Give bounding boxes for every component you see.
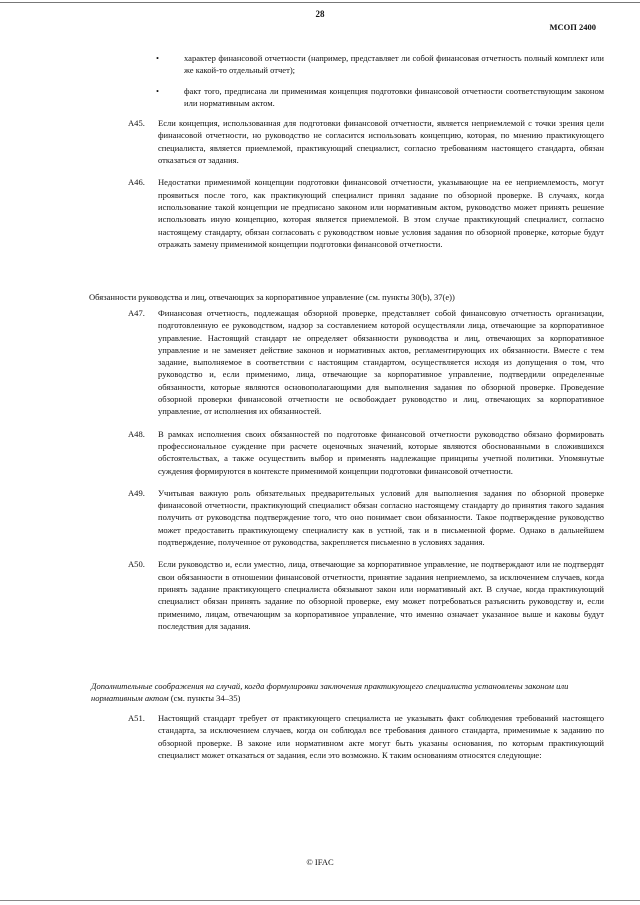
paragraph-text: Финансовая отчетность, подлежащая обзорной проверке, представляет собой финансовую отчетность организации, подготовленную ее руководством, надзор за составлением которой осуществляли лица, отвечающие за корпоративное управление. Настоящий стандарт не определяет обязанности руководства и лиц, отвечающих за корпоративное управление и не заменяет действие законов и нормативных актов, регламентирующих их обязанности. Вместе с тем задание, выполняемое в соответствии с настоящим стандартом, осуществляется исходя из допущения о том, что руководство и, если применимо, лица, отвечающие за корпоративное управление, подтвердили определенные обязанности, которые являются основополагающими для выполнения задания по обзорной проверке. Проведение обзорной проверки финансовой отчетности не освобождает руководство и лиц, отвечающих за корпоративное управление, от исполнения их обязанностей. [158,308,604,417]
page-body [120,52,604,260]
paragraph-a49 [120,487,604,548]
paragraph-text: Если руководство и, если уместно, лица, отвечающие за корпоративное управление, не подтверждают или не подтвердят свои обязанности в отношении финансовой отчетности, принятие задания неприемлемо, за исключением случаев, когда принять задание практикующего специалиста обязывают закон или нормативный акт. В случае, когда практикующий специалист обязан принять задание по обзорной проверке, ему может потребоваться разъяснить руководству и, если применимо, лицам, отвечающим за корпоративное управление, что именно означает указанное выше и каковы будут последствия для задания. [158,559,604,631]
paragraph-a45 [120,117,604,166]
paragraph-number: A47. [128,308,145,318]
section-heading-italic: Дополнительные соображения на случай, когда формулировки заключения практикующего специалиста установлены законом или нормативным актом [91,681,569,704]
paragraph-number: A48. [128,428,145,439]
paragraph-a50 [120,558,604,632]
bullet-text: характер финансовой отчетности (например, представляет ли собой финансовая отчетность полный комплект или же какой-то отдельный отчет); [184,53,604,76]
page-number: 28 [315,9,325,19]
bullet-item [120,52,604,77]
section-heading-responsibilities: Обязанности руководства и лиц, отвечающих за корпоративное управление (см. пункты 30(b), 37(e)) [89,292,455,302]
paragraph-number: A46. [128,177,145,188]
paragraph-text: Недостатки применимой концепции подготовки финансовой отчетности, указывающие на ее неприемлемость, могут проявиться после того, как практикующий специалист принял задание по обзорной проверке. В случаях, когда использование такой концепции не предписано законом или нормативным актом, руководство может принять решение использовать иную концепцию, которая является приемлемой. В этом случае практикующий специалист, согласно настоящему стандарту, обязан согласовать с руководством новые условия задания по обзорной проверке, которые будут отражать замену применимой концепции подготовки финансовой отчетности. [158,177,604,249]
paragraph-number: A45. [128,118,145,129]
bullet-text: факт того, предписана ли применимая концепция подготовки финансовой отчетности соответствующим законом или нормативным актом. [184,85,604,108]
bullet-dot-icon: • [156,85,159,96]
paragraph-number: A51. [128,713,145,723]
bullet-item [120,85,604,110]
section-body-responsibilities [120,307,604,642]
paragraph-text: Учитывая важную роль обязательных предварительных условий для выполнения задания по обзорной проверке финансовой отчетности, практикующий специалист обязан согласно настоящему стандарту до принятия такого задания получить от руководства подтверждение того, что оно понимает свои обязанности. Такое подтверждение руководство может предоставить практикующему специалисту как в устной, так и в письменной форме. Однако в дальнейшем подтверждение, полученное от руководства, закрепляется письменно в условиях задания. [158,487,604,548]
bottom-rule [0,900,640,901]
paragraph-a46 [120,176,604,250]
paragraph-number: A50. [128,559,145,570]
section-body-additional [120,712,604,771]
bullet-dot-icon: • [156,53,159,63]
paragraph-a51 [120,712,604,761]
paragraph-a47 [120,307,604,418]
paragraph-number: A49. [128,487,145,498]
section-heading-ref: (см. пункты 34–35) [168,693,241,704]
paragraph-text: Если концепция, использованная для подготовки финансовой отчетности, является неприемлемой с точки зрения цели финансовой отчетности, но руководство не согласится использовать концепцию, которая, по мнению практикующего специалиста, является приемлемой, практикующий специалист, согласно требованиям настоящего стандарта, обязан отказаться от задания. [158,118,604,166]
paragraph-a48 [120,428,604,477]
document-code: МСОП 2400 [549,22,596,32]
footer-copyright: © IFAC [306,857,334,867]
top-rule [0,2,640,3]
paragraph-text: В рамках исполнения своих обязанностей по подготовке финансовой отчетности руководство обязано формировать профессиональное суждение при расчете оценочных значений, которые являются обоснованными в сложившихся обстоятельствах, а также осуществить выбор и применять надлежащие принципы учетной политики. Упомянутые суждения формируются в контексте применимой концепции подготовки финансовой отчетности. [158,428,604,476]
section-heading-additional [91,680,611,705]
paragraph-text: Настоящий стандарт требует от практикующего специалиста не указывать факт соблюдения требований настоящего стандарта, за исключением случаев, когда он соблюдал все требования данного стандарта, применимые к заданию по обзорной проверке. В законе или нормативном акте могут быть указаны основания, по которым практикующий специалист может отказаться от задания, если это возможно. К таким основаниям относятся следующие: [158,713,604,760]
